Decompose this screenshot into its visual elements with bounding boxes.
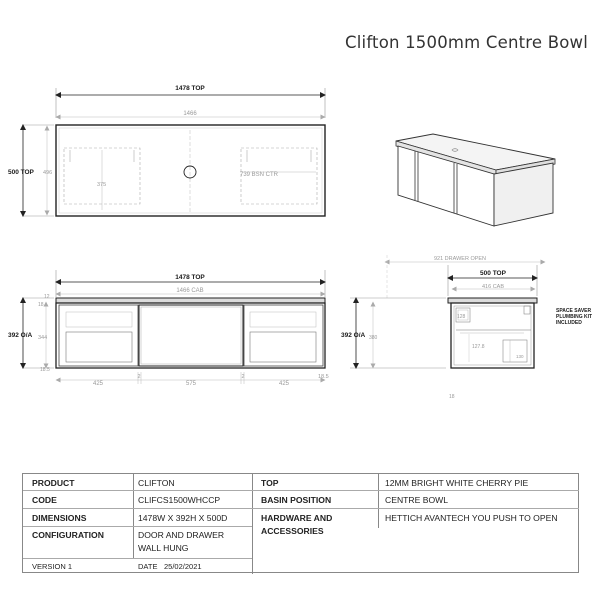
front-top-offset-label: 18 bbox=[38, 302, 44, 308]
isometric-view bbox=[396, 134, 555, 226]
dimensions-label: DIMENSIONS bbox=[32, 513, 87, 523]
side-cab-depth-label: 416 CAB bbox=[481, 284, 505, 290]
side-inner-height-label: 380 bbox=[369, 335, 378, 341]
basin-position-value: CENTRE BOWL bbox=[385, 495, 449, 505]
top-value: 12MM BRIGHT WHITE CHERRY PIE bbox=[385, 478, 529, 488]
plan-drawer-depth-label: 375 bbox=[97, 182, 107, 188]
front-cab-width-label: 1466 CAB bbox=[176, 288, 204, 294]
plan-inner-depth-label: 496 bbox=[43, 170, 53, 176]
configuration-value-1: DOOR AND DRAWER bbox=[138, 530, 225, 540]
code-label: CODE bbox=[32, 495, 57, 505]
side-dim-a-label: 128 bbox=[457, 314, 466, 320]
configuration-label: CONFIGURATION bbox=[32, 530, 104, 540]
front-elevation bbox=[8, 270, 329, 387]
side-drawer-open-label: 921 DRAWER OPEN bbox=[433, 256, 487, 262]
front-gap-left-label: 2 bbox=[137, 374, 141, 380]
hardware-label-1: HARDWARE AND bbox=[261, 513, 333, 523]
side-dim-b-label: 127.8 bbox=[472, 344, 485, 350]
product-value: CLIFTON bbox=[138, 478, 175, 488]
side-top-depth-label: 500 TOP bbox=[480, 270, 506, 277]
front-height-label: 392 O/A bbox=[8, 332, 33, 339]
plan-cab-width-label: 1466 bbox=[183, 111, 197, 117]
plan-basin-centre-label: 739 BSN CTR bbox=[240, 172, 279, 178]
front-kick-label: 18.5 bbox=[40, 367, 50, 373]
product-label: PRODUCT bbox=[32, 478, 75, 488]
side-dim-c-label: 130 bbox=[516, 354, 524, 359]
side-height-label: 392 O/A bbox=[341, 332, 366, 339]
side-note-line-3: INCLUDED bbox=[556, 320, 582, 326]
front-drawer-left-label: 425 bbox=[92, 381, 104, 387]
code-value: CLIFCS1500WHCCP bbox=[138, 495, 221, 505]
front-kick-right-label: 18.5 bbox=[318, 374, 329, 380]
front-top-thickness-label: 12 bbox=[44, 294, 50, 300]
side-note-line-2: PLUMBING KIT bbox=[556, 314, 593, 320]
front-gap-right-label: 2 bbox=[241, 374, 245, 380]
front-inner-height-label: 344 bbox=[38, 335, 48, 341]
configuration-value-2: WALL HUNG bbox=[138, 543, 189, 553]
side-elevation bbox=[341, 255, 592, 400]
plan-top-width-label: 1478 TOP bbox=[175, 85, 205, 92]
drawing-title: Clifton 1500mm Centre Bowl bbox=[345, 33, 588, 52]
dimensions-value: 1478W X 392H X 500D bbox=[138, 513, 228, 523]
hardware-value: HETTICH AVANTECH YOU PUSH TO OPEN bbox=[385, 513, 558, 523]
spec-table bbox=[22, 473, 579, 573]
side-note-line-1: SPACE SAVER bbox=[556, 308, 592, 314]
basin-position-label: BASIN POSITION bbox=[261, 495, 332, 505]
side-footnote: 18 bbox=[449, 394, 455, 400]
plan-view bbox=[8, 85, 325, 216]
date-value: 25/02/2021 bbox=[164, 562, 202, 571]
version-label: VERSION 1 bbox=[32, 562, 73, 571]
hardware-label-2: ACCESSORIES bbox=[261, 526, 324, 536]
front-drawer-right-label: 425 bbox=[278, 381, 290, 387]
plan-depth-label: 500 TOP bbox=[8, 169, 34, 176]
top-label: TOP bbox=[261, 478, 279, 488]
front-top-width-label: 1478 TOP bbox=[175, 274, 205, 281]
date-label: DATE bbox=[138, 562, 158, 571]
front-door-centre-label: 575 bbox=[185, 381, 197, 387]
